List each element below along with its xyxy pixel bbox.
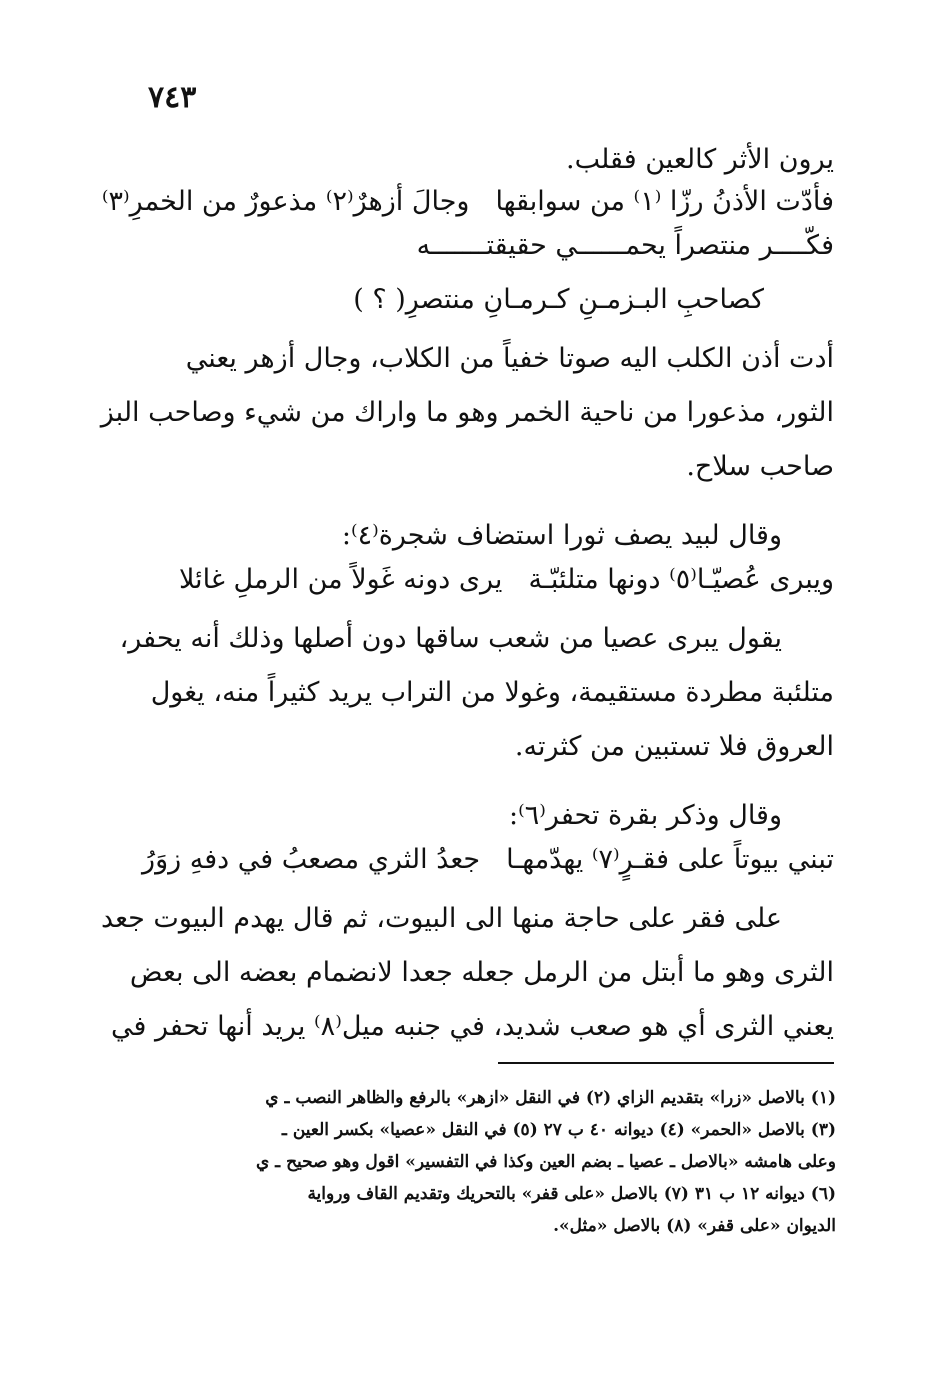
verse-a-line-3: فكّــــر منتصراً يحمــــــي حقيقتـــــــه: [416, 230, 834, 261]
verse-a-line-2: [101, 180, 834, 224]
footnote-line-2: (٣) بالاصل «الحمر» (٤) ديوانه ٤٠ ب ٢٧ (٥) في النقل «عصيا» بكسر العين ـ: [281, 1120, 836, 1140]
page-number: ٧٤٣: [148, 80, 197, 115]
verse-a-line-1: يرون الأثر كالعين فقلب.: [566, 144, 834, 175]
footnote-line-1: (١) بالاصل «زرا» بتقديم الزاي (٢) في النقل «ازهر» بالرفع والظاهر النصب ـ ي: [265, 1088, 836, 1108]
footnote-divider: [498, 1062, 834, 1064]
verse-c: [142, 838, 834, 882]
prose-c-line-2: الثرى وهو ما أبتل من الرمل جعله جعدا لانضمام بعضه الى بعض: [129, 957, 834, 988]
footnotes: [160, 1082, 836, 1242]
prose-b-line-2: متلئبة مطردة مستقيمة، وغولا من التراب يريد كثيراً منه، يغول: [150, 677, 834, 708]
intro-c: وقال وذكر بقرة تحفر⁽٦⁾:: [509, 800, 782, 831]
verse-b-hemistich-1: ويبرى عُصيّـا⁽٥⁾ دونها متلئبّـة: [528, 564, 834, 595]
prose-a-line-2: الثور، مذعورا من ناحية الخمر وهو ما واراك من شيء وصاحب البز: [100, 397, 834, 428]
prose-c: [100, 892, 834, 1054]
verse-c-hemistich-2: جعدُ الثري مصعبُ في دفهِ زوَرُ: [142, 844, 481, 875]
verse-c-hemistich-1: تبني بيوتاً على فقـرٍ⁽٧⁾ يهدّمهـا: [506, 844, 834, 875]
prose-a-line-3: صاحب سلاح.: [686, 451, 834, 482]
verse-a-line-4: كصاحبِ البـزمـنِ كـرمـانِ منتصرِ( ؟ ): [353, 284, 764, 315]
prose-b-line-1: يقول يبرى عصيا من شعب ساقها دون أصلها وذلك أنه يحفر،: [119, 623, 782, 654]
verse-a-hemistich-2: وجالَ أزهرٌ⁽٢⁾ مذعورٌ من الخمرِ⁽٣⁾: [101, 186, 470, 217]
footnote-line-5: الديوان «على قفر» (٨) بالاصل «مثل».: [553, 1216, 836, 1236]
main-text: [100, 140, 834, 1054]
prose-c-line-1: على فقر على حاجة منها الى البيوت، ثم قال يهدم البيوت جعد: [100, 903, 782, 934]
footnote-line-4: (٦) ديوانه ١٢ ب ٣١ (٧) بالاصل «على قفر» بالتحريك وتقديم القاف ورواية: [307, 1184, 836, 1204]
prose-a-line-1: أدت أذن الكلب اليه صوتا خفياً من الكلاب، وجال أزهر يعني: [185, 343, 834, 374]
verse-b-hemistich-2: يرى دونه غَولاً من الرملِ غائلا: [178, 564, 503, 595]
footnote-line-3: وعلى هامشه «بالاصل ـ عصيا ـ بضم العين وكذا في التفسير» اقول وهو صحيح ـ ي: [255, 1152, 836, 1172]
prose-a: [100, 332, 834, 494]
prose-c-line-3: يعني الثرى أي هو صعب شديد، في جنبه ميل⁽٨⁾ يريد أنها تحفر في: [111, 1011, 834, 1042]
prose-b: [119, 612, 834, 774]
verse-a-hemistich-1: فأدّت الأذنُ رزّا ⁽١⁾ من سوابقها: [495, 186, 834, 217]
verse-b: [148, 558, 834, 602]
intro-b: وقال لبيد يصف ثورا استضاف شجرة⁽٤⁾:: [341, 520, 782, 551]
prose-b-line-3: العروق فلا تستبين من كثرته.: [514, 731, 834, 762]
